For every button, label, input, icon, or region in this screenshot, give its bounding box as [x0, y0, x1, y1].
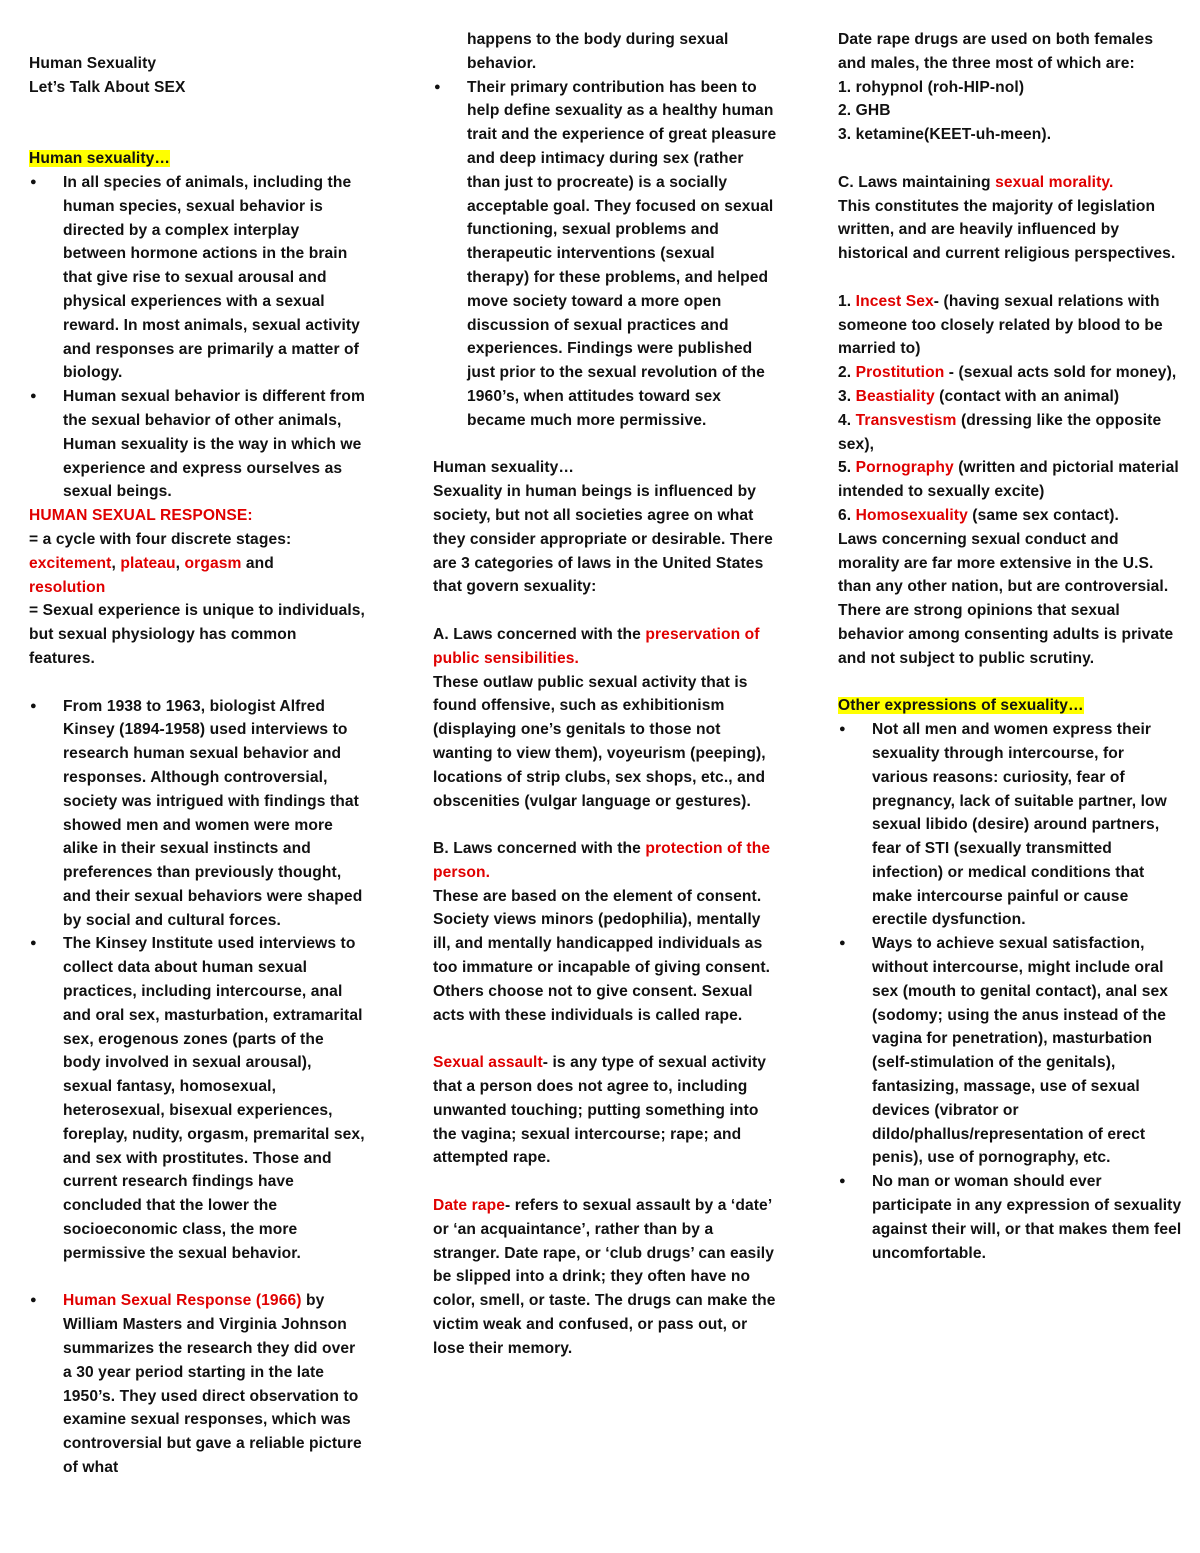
- law-c-title: sexual morality.: [995, 173, 1114, 191]
- column-3: [838, 28, 1183, 1265]
- law-c-prefix: C. Laws maintaining: [838, 173, 996, 191]
- list-item: ● From 1938 to 1963, biologist Alfred Kinsey (1894-1958) used interviews to research human sexual behavior and responses. Although controversial, society was intrigued with findings that showed men and women were more alike in their sexual instincts and preferences than previously thought, and their sexual behaviors were shaped by social and cultural forces.: [29, 695, 365, 933]
- column-2: [433, 28, 778, 1361]
- morality-laws-list: [838, 290, 1183, 528]
- sexual-assault-text: - is any type of sexual activity that a person does not agree to, including unwanted touching; putting something into the vagina; sexual intercourse; rape; and attempted rape.: [433, 1054, 767, 1167]
- law-a-text: These outlaw public sexual activity that is found offensive, such as exhibitionism (displaying one’s genitals to those not wanting to view them), voyeurism (peeping), locations of strip clubs, sex shops, etc., and obscenities (vulgar language or gestures).: [433, 673, 766, 810]
- doc-subtitle: Let’s Talk About SEX: [29, 78, 186, 96]
- law-number: 3.: [838, 387, 856, 405]
- bullet-list: [838, 718, 1183, 1265]
- section-heading: [29, 147, 365, 171]
- law-term: Beastiality: [855, 387, 935, 405]
- intro-paragraph: Sexuality in human beings is influenced by society, but not all societies agree on what they consider appropriate or desirable. There are 3 categories of laws in the United States that govern sexuality:: [433, 483, 773, 596]
- date-rape-paragraph: [433, 1194, 778, 1361]
- continued-text: happens to the body during sexual behavior.: [467, 31, 729, 72]
- highlighted-heading: Other expressions of sexuality…: [838, 697, 1084, 715]
- bullet-list: [29, 171, 365, 504]
- stage-orgasm: orgasm: [184, 554, 242, 572]
- doc-title: Human Sexuality: [29, 55, 157, 72]
- laws-paragraph: Laws concerning sexual conduct and morality are far more extensive in the U.S. than any other nation, but are controversial. There are strong opinions that sexual behavior among consenting adults is private and not subject to public scrutiny.: [838, 530, 1174, 667]
- drugs-intro: Date rape drugs are used on both females and males, the three most of which are:: [838, 31, 1154, 72]
- law-number: 2.: [838, 364, 856, 382]
- law-term: Incest Sex: [855, 292, 934, 310]
- law-a-title: preservation of public sensibilities.: [433, 625, 760, 667]
- law-c-text: This constitutes the majority of legislation written, and are heavily influenced by historical and current religious perspectives.: [838, 197, 1176, 263]
- law-b-title: protection of the person.: [433, 840, 771, 881]
- law-description: (dressing like the opposite sex),: [838, 411, 1162, 453]
- law-number: 5.: [838, 459, 856, 477]
- cycle-text: = a cycle with four discrete stages:: [29, 530, 292, 548]
- column-1: [29, 52, 365, 1480]
- date-rape-term: Date rape: [433, 1197, 505, 1215]
- list-item: ● No man or woman should ever participate in any expression of sexuality against their will, or that makes them feel uncomfortable.: [838, 1170, 1183, 1265]
- law-term: Prostitution: [855, 364, 945, 382]
- response-heading: HUMAN SEXUAL RESPONSE:: [29, 507, 253, 525]
- list-item: ● Ways to achieve sexual satisfaction, without intercourse, might include oral sex (mouth to genital contact), anal sex (sodomy; using the anus instead of the vagina for penetration), masturbation (self-stimulation of the genitals), fantasizing, massage, use of sexual devices (vibrator or dildo/phallus/representation of erect penis), use of pornography, etc.: [838, 932, 1183, 1170]
- highlighted-heading: Human sexuality…: [29, 150, 171, 168]
- stage-plateau: plateau: [120, 554, 176, 572]
- law-term: Transvestism: [855, 411, 957, 429]
- and-word: and: [241, 554, 274, 572]
- law-a-prefix: A. Laws concerned with the: [433, 625, 646, 643]
- other-expressions-heading: [838, 694, 1183, 718]
- list-item: [29, 1289, 365, 1479]
- stages-line: [29, 552, 365, 576]
- law-term: Homosexuality: [855, 506, 968, 524]
- law-b-heading: [433, 837, 778, 885]
- law-description: (same sex contact).: [967, 506, 1119, 524]
- list-item: ● Human sexual behavior is different from the sexual behavior of other animals, Human sexuality is the way in which we experience and express ourselves as sexual beings.: [29, 385, 365, 504]
- bullet-list: [433, 76, 778, 433]
- masters-text: by William Masters and Virginia Johnson summarizes the research they did over a 30 year period starting in the late 1950’s. They used direct observation to examine sexual responses, which was controversial but gave a reliable picture of what: [63, 1292, 362, 1477]
- law-b-prefix: B. Laws concerned with the: [433, 840, 646, 858]
- stage-resolution: resolution: [29, 578, 106, 596]
- law-a-heading: [433, 623, 778, 671]
- date-rape-text: - refers to sexual assault by a ‘date’ or ‘an acquaintance’, rather than by a stranger. Date rape, or ‘club drugs’ can easily be slipped into a drink; they often have no color, smell, or taste. The drugs can make the victim weak and confused, or pass out, or lose their memory.: [433, 1197, 776, 1357]
- law-c-heading: [838, 171, 1183, 195]
- bullet-list: [29, 695, 365, 1266]
- law-description: (contact with an animal): [934, 387, 1120, 405]
- drug-item: 3. ketamine(KEET-uh-meen).: [838, 126, 1052, 144]
- unique-text: = Sexual experience is unique to individuals, but sexual physiology has common features.: [29, 602, 365, 667]
- bullet-list: [29, 1289, 365, 1479]
- list-item: ● Not all men and women express their sexuality through intercourse, for various reasons: curiosity, fear of pregnancy, lack of suitable partner, low sexual libido (desire) around partners, fear of STI (sexually transmitted infection) or medical conditions that make intercourse painful or cause erectile dysfunction.: [838, 718, 1183, 932]
- section-heading: Human sexuality…: [433, 459, 575, 477]
- sexual-assault-paragraph: [433, 1051, 778, 1170]
- law-description: - (having sexual relations with someone too closely related by blood to be married to): [838, 292, 1163, 358]
- list-item: ● Their primary contribution has been to help define sexuality as a healthy human trait and the experience of great pleasure and deep intimacy during sex (rather than just to procreate) is a socially acceptable goal. They focused on sexual functioning, sexual problems and therapeutic interventions (sexual therapy) for these problems, and helped move society toward a more open discussion of sexual practices and experiences. Findings were published just prior to the sexual revolution of the 1960’s, when attitudes toward sex became much more permissive.: [433, 76, 778, 433]
- law-b-text: These are based on the element of consent. Society views minors (pedophilia), mentally ill, and mentally handicapped individuals as too immature or incapable of giving consent. Others choose not to give consent. Sexual acts with these individuals is called rape.: [433, 887, 771, 1024]
- law-term: Pornography: [855, 459, 954, 477]
- separator: ,: [111, 554, 121, 572]
- law-description: (written and pictorial material intended to sexually excite): [838, 459, 1179, 501]
- list-item: ● In all species of animals, including the human species, sexual behavior is directed by a complex interplay between hormone actions in the brain that give rise to sexual arousal and physical experiences with a sexual reward. In most animals, sexual activity and responses are primarily a matter of biology.: [29, 171, 365, 385]
- masters-title: Human Sexual Response (1966): [63, 1292, 302, 1310]
- stage-excitement: excitement: [29, 554, 112, 572]
- sexual-assault-term: Sexual assault: [433, 1054, 543, 1072]
- separator: ,: [175, 554, 185, 572]
- law-number: 4.: [838, 411, 856, 429]
- drug-item: 1. rohypnol (roh-HIP-nol): [838, 78, 1025, 96]
- list-item: ● The Kinsey Institute used interviews to collect data about human sexual practices, including intercourse, anal and oral sex, masturbation, extramarital sex, erogenous zones (parts of the body involved in sexual arousal), sexual fantasy, homosexual, heterosexual, bisexual experiences, foreplay, nudity, orgasm, premarital sex, and sex with prostitutes. Those and current research findings have concluded that the lower the socioeconomic class, the more permissive the sexual behavior.: [29, 932, 365, 1265]
- drug-item: 2. GHB: [838, 102, 891, 120]
- law-number: 1.: [838, 292, 856, 310]
- law-number: 6.: [838, 506, 856, 524]
- law-description: - (sexual acts sold for money),: [944, 364, 1177, 382]
